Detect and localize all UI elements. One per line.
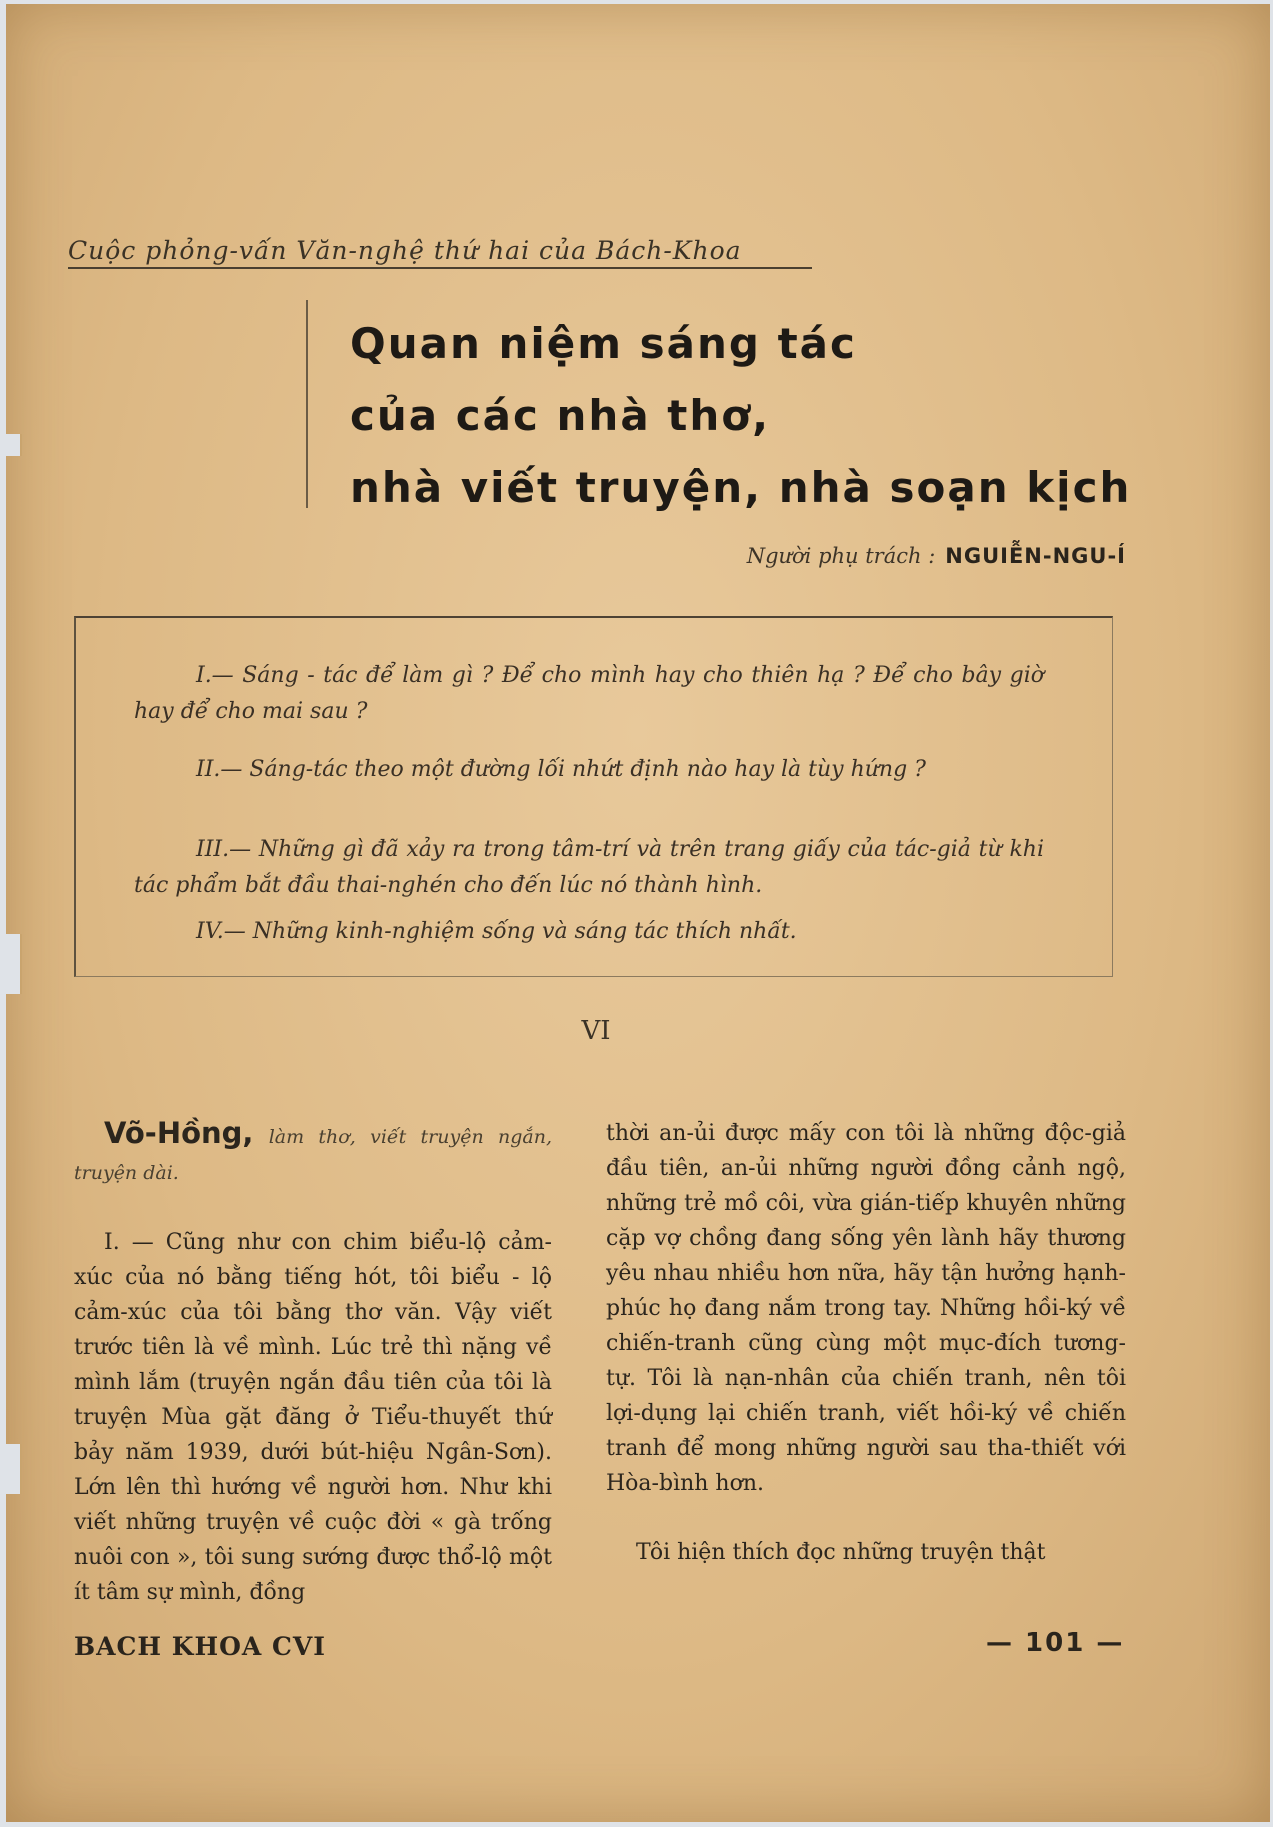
question-item: III.— Những gì đã xảy ra trong tâm-trí và trên trang giấy của tác-giả từ khi tác phẩm bắt đầu thai-nghén cho đến lúc nó thành hình.: [134, 837, 1044, 898]
article-title: [350, 308, 1130, 524]
body-paragraph: thời an-ủi được mấy con tôi là những độc-giả đầu tiên, an-ủi những người đồng cảnh ngộ, những trẻ mồ côi, vừa gián-tiếp khuyên những cặp vợ chồng đang sống yên lành hãy thương yêu nhau nhiều hơn nữa, hãy tận hưởng hạnh-phúc họ đang nắm trong tay. Những hồi-ký về chiến-tranh cũng cùng một mục-đích tương-tự. Tôi là nạn-nhân của chiến tranh, nên tôi lợi-dụng lại chiến tranh, viết hồi-ký về chiến tranh để mong những người sau tha-thiết với Hòa-bình hơn.: [606, 1121, 1126, 1496]
title-line: Quan niệm sáng tác: [350, 319, 857, 368]
title-line: nhà viết truyện, nhà soạn kịch: [350, 463, 1132, 512]
section-number: VI: [581, 1016, 611, 1046]
author-description: làm thơ, viết truyện ngắn, truyện dài.: [74, 1126, 552, 1184]
question-item: I.— Sáng - tác để làm gì ? Để cho mình hay cho thiên hạ ? Để cho bây giờ hay để cho mai sau ?: [134, 663, 1044, 724]
magazine-page: [6, 4, 1270, 1822]
page-tear: [6, 434, 22, 456]
column-right: [606, 1116, 1126, 1592]
body-paragraph: I. — Cũng như con chim biểu-lộ cảm-xúc của nó bằng tiếng hót, tôi biểu - lộ cảm-xúc của tôi bằng thơ văn. Vậy viết trước tiên là về mình. Lúc trẻ thì nặng về mình lắm (truyện ngắn đầu tiên của tôi là truyện Mùa gặt đăng ở Tiểu-thuyết thứ bảy năm 1939, dưới bút-hiệu Ngân-Sơn). Lớn lên thì hướng về người hơn. Như khi viết những truyện về cuộc đời « gà trống nuôi con », tôi sung sướng được thổ-lộ một ít tâm sự mình, đồng: [74, 1230, 552, 1605]
editor-credit: [646, 544, 1126, 568]
editor-label: Người phụ trách :: [746, 544, 936, 568]
column-left: [74, 1116, 552, 1610]
body-paragraph: Tôi hiện thích đọc những truyện thật: [636, 1540, 1046, 1565]
page-tear: [6, 934, 22, 994]
footer-page-number: — 101 —: [986, 1628, 1125, 1658]
footer-magazine-issue: BACH KHOA CVI: [74, 1632, 326, 1661]
editor-name: NGUIỄN-NGU-Í: [945, 544, 1126, 568]
page-tear: [6, 1444, 22, 1494]
author-name: Võ-Hồng,: [104, 1116, 254, 1150]
interview-kicker: Cuộc phỏng-vấn Văn-nghệ thứ hai của Bách-Khoa: [68, 236, 812, 269]
author-byline: [74, 1116, 552, 1191]
question-item: II.— Sáng-tác theo một đường lối nhứt định nào hay là tùy hứng ?: [196, 757, 926, 782]
title-line: của các nhà thơ,: [350, 391, 771, 440]
title-rule: [306, 300, 308, 508]
question-item: IV.— Những kinh-nghiệm sống và sáng tác thích nhất.: [196, 919, 797, 944]
